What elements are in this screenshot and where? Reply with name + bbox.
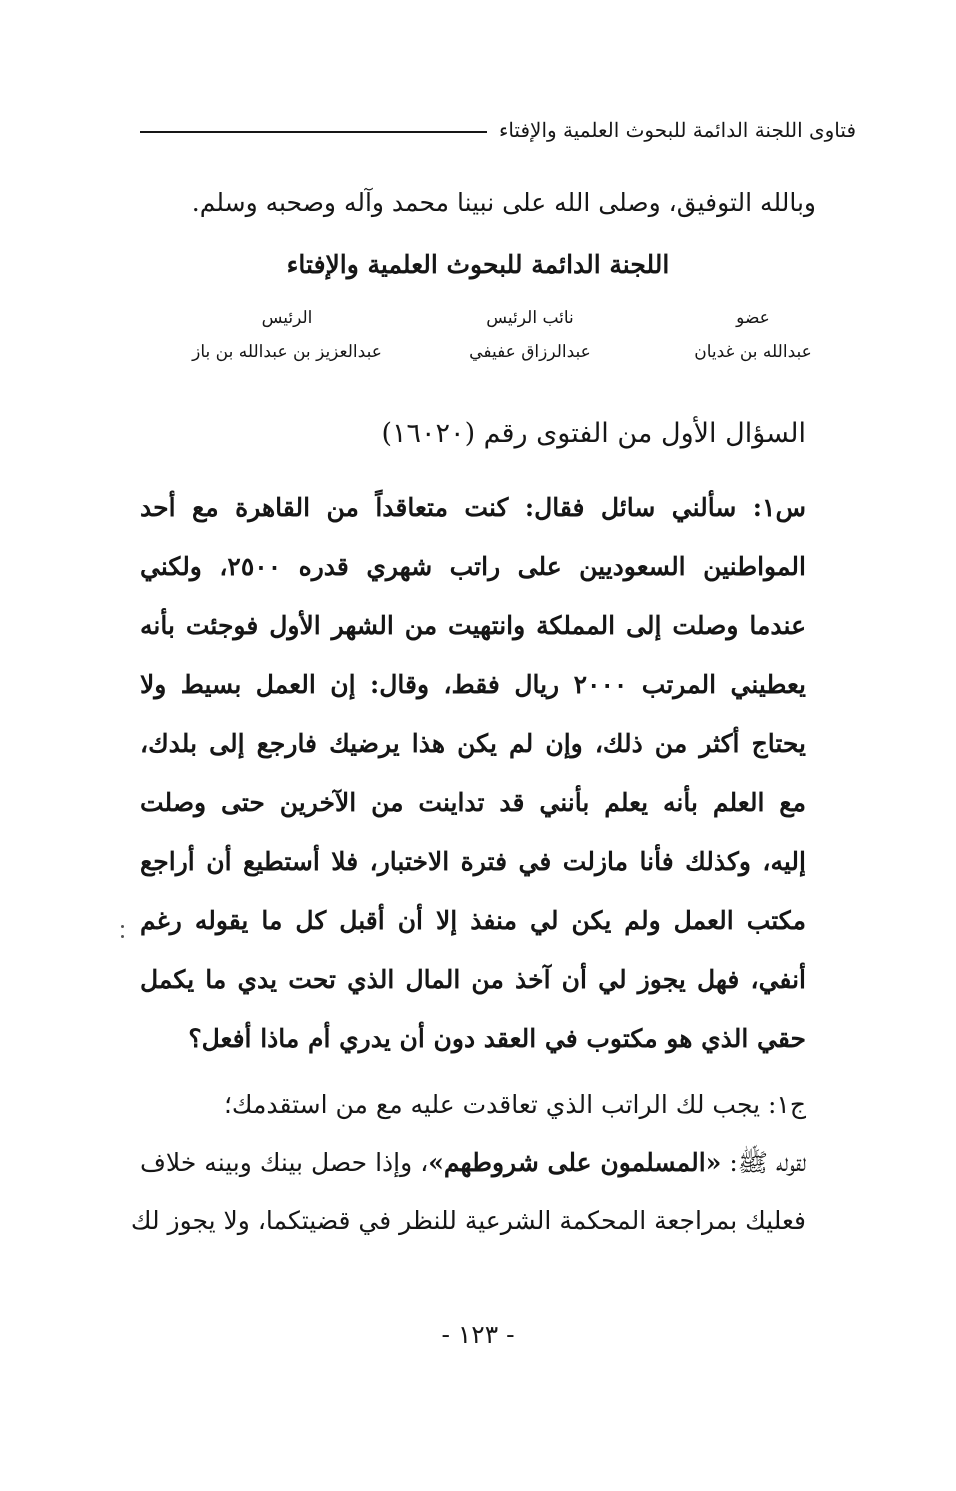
signatory-name: عبدالله بن غديان: [694, 342, 812, 362]
signatory-role: الرئيس: [261, 308, 313, 328]
page-number: - ١٢٣ -: [441, 1320, 515, 1349]
signatory-role: نائب الرئيس: [486, 308, 574, 328]
question-line: يحتاج أكثر من ذلك، وإن لم يكن هذا يرضيك فارجع إلى بلدك،: [140, 729, 806, 758]
running-header: [140, 118, 856, 142]
closing-formula: وبالله التوفيق، وصلى الله على نبينا محمد وآله وصحبه وسلم.: [191, 188, 816, 217]
question-line: إليه، وكذلك فأنا مازلت في فترة الاختبار، فلا أستطيع أن أراجع: [140, 847, 806, 876]
answer-line: ج١: يجب لك الراتب الذي تعاقدت عليه مع من استقدمك؛: [223, 1090, 806, 1119]
question-heading: السؤال الأول من الفتوى رقم (١٦٠٢٠): [381, 418, 806, 449]
signatory-name: عبدالعزيز بن عبدالله بن باز: [192, 342, 382, 362]
signatory-vice-president: [430, 308, 630, 362]
question-line: أنفي، فهل يجوز لي أن آخذ من المال الذي تحت يدي ما يكمل: [140, 965, 806, 994]
signatory-president: [172, 308, 402, 362]
header-rule: [140, 131, 487, 133]
answer-line-tail: ، وإذا حصل بينك وبينه خلاف: [140, 1148, 429, 1177]
question-text: [140, 478, 806, 1068]
answer-text: [130, 1076, 807, 1250]
question-line: يعطيني المرتب ٢٠٠٠ ريال فقط، وقال: إن العمل بسيط ولا: [140, 670, 806, 699]
scan-speck: [121, 925, 124, 928]
question-line: مع العلم بأنه يعلم بأنني قد تداينت من الآخرين حتى وصلت: [140, 788, 806, 817]
question-line: حقي الذي هو مكتوب في العقد دون أن يدري أم ماذا أفعل؟: [188, 1024, 806, 1053]
committee-title: اللجنة الدائمة للبحوث العلمية والإفتاء: [286, 250, 670, 279]
scan-speck: [121, 935, 124, 938]
answer-line: فعليك بمراجعة المحكمة الشرعية للنظر في قضيتكما، ولا يجوز لك: [130, 1206, 806, 1235]
question-line: مكتب العمل ولم يكن لي منفذ إلا أن أقبل كل ما يقوله رغم: [140, 906, 806, 935]
question-line: س١: سألني سائل فقال: كنت متعاقداً من القاهرة مع أحد: [140, 493, 806, 522]
signatory-name: عبدالرزاق عفيفي: [469, 342, 591, 362]
question-line: عندما وصلت إلى المملكة وانتهيت من الشهر الأول فوجئت بأنه: [140, 611, 806, 640]
running-header-title: فتاوى اللجنة الدائمة للبحوث العلمية والإفتاء: [498, 118, 856, 142]
question-line: المواطنين السعوديين على راتب شهري قدره ٢٥٠٠، ولكني: [140, 552, 806, 581]
signatory-role: عضو: [736, 308, 770, 328]
hadith-quote: «المسلمون على شروطهم»: [428, 1148, 722, 1177]
answer-line: [140, 1134, 806, 1192]
signatory-member: [678, 308, 828, 362]
answer-line-lead: لقوله ﷺ:: [721, 1148, 807, 1177]
